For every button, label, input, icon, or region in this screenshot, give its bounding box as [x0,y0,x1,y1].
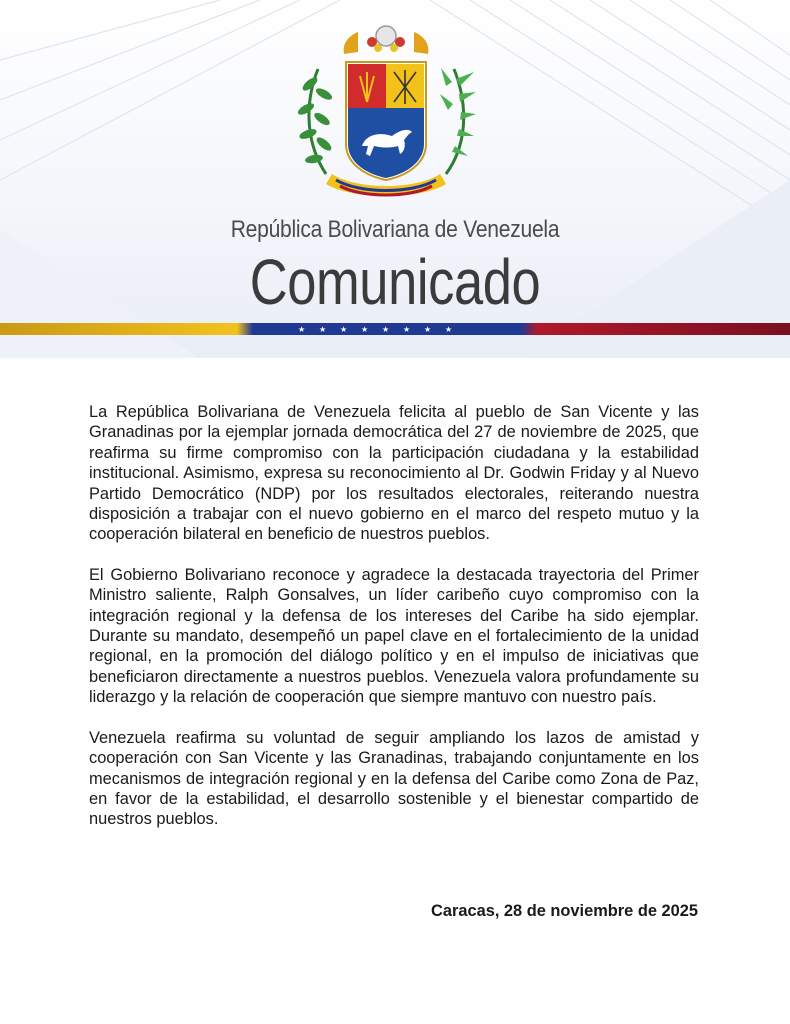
venezuela-coat-of-arms-icon [296,24,476,200]
republic-name: República Bolivariana de Venezuela [230,216,560,243]
svg-text:★: ★ [445,325,453,334]
svg-text:★: ★ [298,325,306,334]
svg-text:★: ★ [424,325,432,334]
paragraph-2: El Gobierno Bolivariano reconoce y agradece la destacada trayectoria del Primer Ministro saliente, Ralph Gonsalves, un líder caribeño cuyo compromiso con la integración regional y la defensa de los intereses del Caribe ha sido ejemplar. Durante su mandato, desempeñó un papel clave en el fortalecimiento de la unidad regional, en la promoción del diálogo político y en el impulso de iniciativas que beneficiaron directamente a nuestros pueblos. Venezuela valora profundamente su liderazgo y la relación de cooperación que siempre mantuvo con nuestro país. [89,565,699,707]
paragraph-1: La República Bolivariana de Venezuela felicita al pueblo de San Vicente y las Granadinas por la ejemplar jornada democrática del 27 de noviembre de 2025, que reafirma su firme compromiso con la participación ciudadana y la estabilidad institucional. Asimismo, expresa su reconocimiento al Dr. Godwin Friday y al Nuevo Partido Democrático (NDP) por los resultados electorales, reiterando nuestra disposición a trabajar con el nuevo gobierno en el marco del respeto mutuo y la cooperación bilateral en beneficio de nuestros pueblos. [89,403,699,544]
svg-text:★: ★ [319,325,327,334]
flag-color-band [0,323,790,335]
paragraph-3: Venezuela reafirma su voluntad de seguir ampliando los lazos de amistad y cooperación con San Vicente y las Granadinas, trabajando conjuntamente en los mecanismos de integración regional y en la defensa del Caribe como Zona de Paz, en favor de la estabilidad, el desarrollo sostenible y el bienestar compartido de nuestros pueblos. [89,728,699,829]
letterhead [0,0,790,358]
place-and-date: Caracas, 28 de noviembre de 2025 [431,902,698,920]
svg-text:★: ★ [382,325,390,334]
svg-text:★: ★ [403,325,411,334]
svg-text:★: ★ [361,325,369,334]
svg-text:★: ★ [340,325,348,334]
communique-body [89,402,699,850]
page-title: Comunicado [249,246,541,318]
